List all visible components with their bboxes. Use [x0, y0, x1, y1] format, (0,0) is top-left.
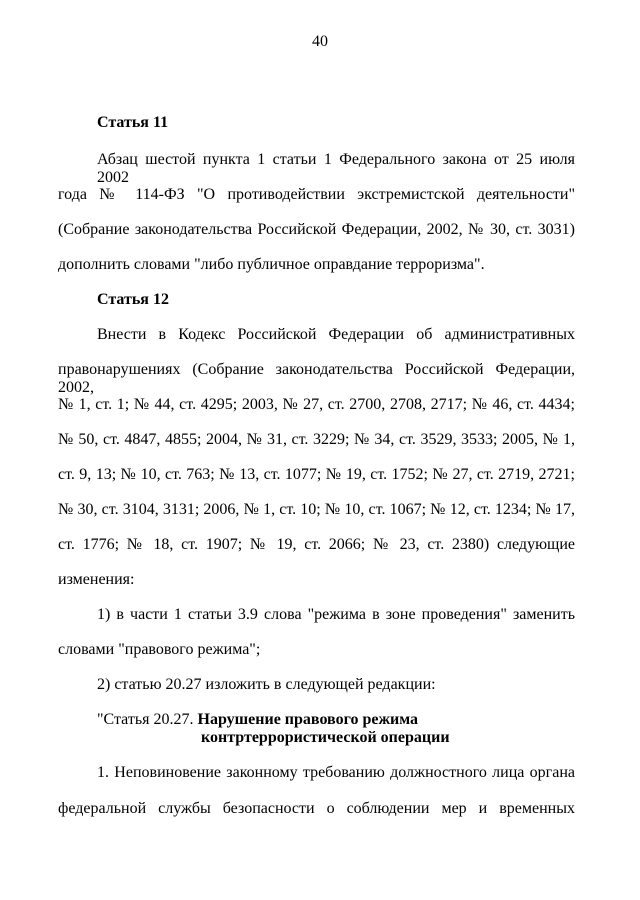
article-12-line-2: правонарушениях (Собрание законодательства Российской Федерации, 2002,	[58, 361, 575, 396]
paragraph-1-line-2: федеральной службы безопасности о соблюдении мер и временных	[58, 800, 575, 817]
article-12-line-5: ст. 9, 13; № 10, ст. 763; № 13, ст. 1077; № 19, ст. 1752; № 27, ст. 2719, 2721;	[58, 466, 575, 483]
page-number: 40	[312, 33, 328, 50]
article-12-line-3: № 1, ст. 1; № 44, ст. 4295; 2003, № 27, ст. 2700, 2708, 2717; № 46, ст. 4434;	[58, 396, 575, 413]
article-11-line-1: Абзац шестой пункта 1 статьи 1 Федерального закона от 25 июля 2002	[97, 151, 575, 186]
item-1-line-2: словами "правового режима";	[58, 641, 261, 658]
article-20-27-heading	[97, 711, 418, 729]
paragraph-1-line-1: 1. Неповиновение законному требованию должностного лица органа	[97, 764, 575, 781]
article-12-heading: Статья 12	[97, 291, 169, 308]
item-1-line-1: 1) в части 1 статьи 3.9 слова "режима в зоне проведения" заменить	[97, 606, 575, 623]
article-12-line-8: изменения:	[58, 571, 135, 588]
article-11-line-3: (Собрание законодательства Российской Федерации, 2002, № 30, ст. 3031)	[58, 221, 575, 238]
article-11-line-4: дополнить словами "либо публичное оправдание терроризма".	[58, 256, 485, 273]
article-20-27-title-1: Нарушение правового режима	[197, 711, 419, 728]
article-11-heading: Статья 11	[97, 114, 169, 131]
article-12-line-4: № 50, ст. 4847, 4855; 2004, № 31, ст. 3229; № 34, ст. 3529, 3533; 2005, № 1,	[58, 431, 575, 448]
article-11-line-2: года № 114-ФЗ "О противодействии экстремистской деятельности"	[58, 186, 575, 203]
article-12-line-1: Внести в Кодекс Российской Федерации об административных	[97, 326, 575, 343]
item-2-line: 2) статью 20.27 изложить в следующей редакции:	[97, 676, 436, 693]
article-20-27-title-2: контртеррористической операции	[201, 729, 450, 746]
article-20-27-prefix: "Статья 20.27.	[97, 711, 198, 728]
article-12-line-6: № 30, ст. 3104, 3131; 2006, № 1, ст. 10; № 10, ст. 1067; № 12, ст. 1234; № 17,	[58, 501, 575, 518]
article-12-line-7: ст. 1776; № 18, ст. 1907; № 19, ст. 2066; № 23, ст. 2380) следующие	[58, 536, 575, 553]
